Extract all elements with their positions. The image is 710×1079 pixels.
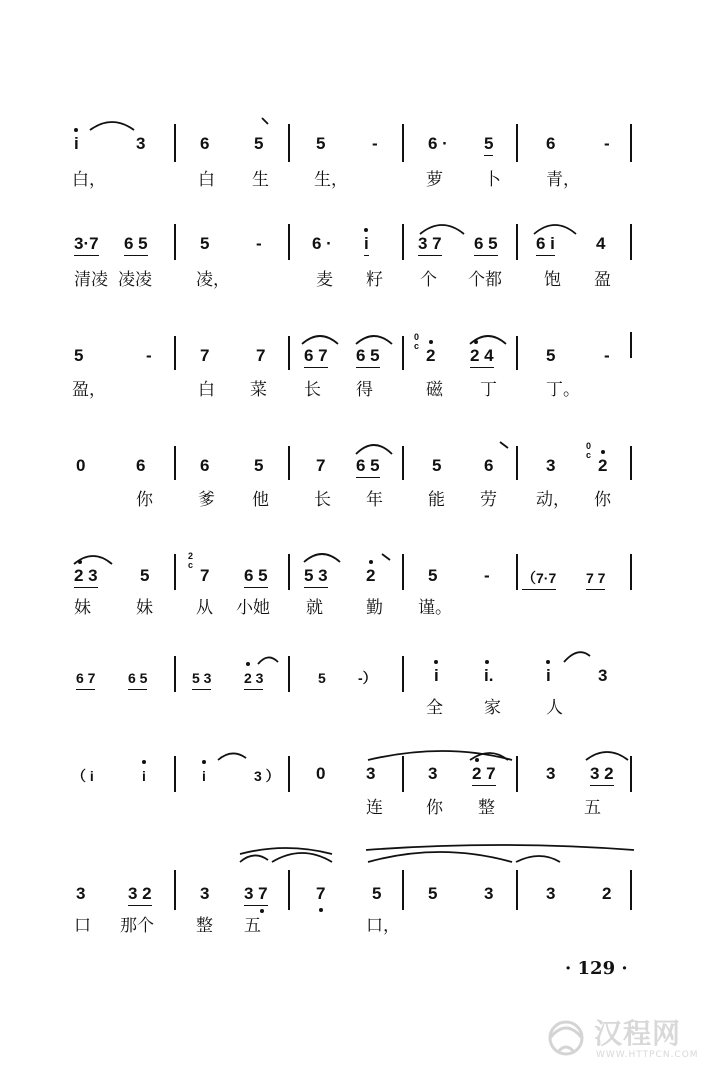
lyric: 个都 <box>468 270 502 290</box>
lyric: 凌， <box>196 270 230 290</box>
note: 3 <box>546 884 556 903</box>
barline <box>174 870 176 910</box>
note: 3 <box>200 884 210 903</box>
slur <box>368 751 512 760</box>
note: 2 3 <box>74 566 98 588</box>
note: i <box>546 666 551 686</box>
barline <box>516 554 518 590</box>
note: 6 5 <box>356 346 380 368</box>
note: 6 <box>200 456 210 475</box>
note: - <box>604 134 610 153</box>
note: i <box>364 234 369 256</box>
lyric: 整 <box>196 916 213 936</box>
lyric: 从 <box>196 598 213 618</box>
lyric: 勤 <box>366 598 383 618</box>
note: 3 <box>598 666 608 685</box>
barline <box>516 870 518 910</box>
barline <box>516 124 518 162</box>
lyric: 妹 <box>74 598 91 618</box>
lyric: 菜 <box>250 380 267 400</box>
note: 3 <box>366 764 376 783</box>
note: 5 <box>74 346 84 365</box>
note: 2 4 <box>470 346 494 368</box>
note: 5 <box>546 346 556 365</box>
note: 5 <box>316 134 326 153</box>
note: 5 <box>318 670 326 686</box>
watermark-logo-icon <box>540 1012 592 1064</box>
note: 0 <box>316 764 326 783</box>
slur <box>240 848 332 854</box>
barline <box>288 124 290 162</box>
lyric: 妹 <box>136 598 153 618</box>
slur <box>382 554 390 560</box>
note: i <box>202 766 206 786</box>
lyric: 整 <box>478 798 495 818</box>
note: 0 <box>76 456 86 475</box>
lyric: 五 <box>244 916 261 936</box>
lyric: 你 <box>426 798 443 818</box>
note: 5 3 <box>304 566 328 588</box>
note: 5 3 <box>192 668 211 690</box>
note: 3 7 <box>418 234 442 256</box>
note: 5 <box>254 134 264 153</box>
lyric: 劳 <box>480 490 497 510</box>
barline <box>630 756 632 792</box>
note: 5 <box>140 566 150 585</box>
barline <box>288 554 290 590</box>
lyric: 年 <box>366 490 383 510</box>
note: - <box>604 346 610 365</box>
barline <box>516 224 518 260</box>
barline <box>630 332 632 358</box>
barline <box>630 554 632 590</box>
note: 3 2 <box>128 884 152 906</box>
barline <box>174 656 176 692</box>
barline <box>174 756 176 792</box>
grace-note: 0 c <box>586 441 592 460</box>
note: i <box>142 766 146 786</box>
lyric: 磁 <box>426 380 443 400</box>
lyric: 人 <box>546 698 563 718</box>
barline <box>630 224 632 260</box>
lyric: 个 <box>420 270 437 290</box>
lyric: 长 <box>314 490 331 510</box>
note: （7·7 <box>522 568 556 590</box>
watermark-url: WWW.HTTPCN.COM <box>596 1050 699 1060</box>
note: 2 3 <box>244 668 263 690</box>
barline <box>288 656 290 692</box>
note: 4 <box>596 234 606 253</box>
slur <box>272 853 332 862</box>
lyric: 就 <box>306 598 323 618</box>
slur <box>516 856 560 862</box>
note: 6 5 <box>474 234 498 256</box>
note: 5 <box>428 884 438 903</box>
lyric: 连 <box>366 798 383 818</box>
barline <box>174 446 176 480</box>
note: 7 <box>256 346 266 365</box>
note: i. <box>484 666 493 686</box>
note: 3 2 <box>590 764 614 786</box>
barline <box>174 124 176 162</box>
note: 6 i <box>536 234 555 256</box>
slur <box>304 554 340 562</box>
lyric: 小她 <box>236 598 270 618</box>
barline <box>630 446 632 480</box>
lyric: 丁 <box>480 380 497 400</box>
note: 3 <box>484 884 494 903</box>
slur <box>368 852 512 862</box>
note: 6 · <box>312 234 332 253</box>
slur <box>262 118 268 124</box>
slur <box>240 855 268 862</box>
note: 3 <box>76 884 86 903</box>
lyric: 得 <box>356 380 373 400</box>
barline <box>288 756 290 792</box>
lyric: 盈， <box>72 380 106 400</box>
slur <box>90 122 134 130</box>
note: 6 7 <box>304 346 328 368</box>
lyric: 口， <box>366 916 400 936</box>
note: 5 <box>484 134 493 156</box>
slur <box>586 752 628 760</box>
slur <box>366 845 634 850</box>
barline <box>402 756 404 792</box>
note: 3 ） <box>254 768 280 784</box>
note: 3·7 <box>74 234 99 256</box>
lyric: 盈 <box>594 270 611 290</box>
lyric: 谨。 <box>418 598 452 618</box>
lyric: 生， <box>314 170 348 190</box>
lyric: 爹 <box>198 490 215 510</box>
barline <box>402 336 404 370</box>
barline <box>288 446 290 480</box>
note: 5 <box>432 456 442 475</box>
note: 2 <box>602 884 612 903</box>
lyric: 你 <box>594 490 611 510</box>
note: 5 <box>254 456 264 475</box>
lyric: 白 <box>198 170 215 190</box>
note: 6 5 <box>128 668 147 690</box>
note: 3 7 <box>244 884 268 906</box>
barline <box>288 336 290 370</box>
lyric: 麦 <box>316 270 333 290</box>
note: 2 <box>598 456 607 476</box>
note: - <box>484 566 490 585</box>
note: 7 <box>200 346 210 365</box>
note: 6 7 <box>76 668 95 690</box>
barline <box>288 870 290 910</box>
note: 6 <box>136 456 146 475</box>
slur <box>356 336 392 344</box>
note: 2 <box>366 566 375 586</box>
lyric: 家 <box>484 698 501 718</box>
note: 6 5 <box>356 456 380 478</box>
barline <box>402 446 404 480</box>
note: - <box>256 234 262 253</box>
lyric: 凌凌 <box>118 270 152 290</box>
lyric: 清凌 <box>74 270 108 290</box>
note: 7 7 <box>586 568 605 590</box>
note: 7 <box>200 566 210 585</box>
note: 3 <box>546 456 556 475</box>
note: 6 5 <box>244 566 268 588</box>
note: 3 <box>136 134 146 153</box>
barline <box>174 554 176 590</box>
note: 2 <box>426 346 435 366</box>
barline <box>630 124 632 162</box>
note: 3 <box>428 764 438 783</box>
note: - <box>372 134 378 153</box>
lyric: 青， <box>546 170 580 190</box>
note: 6 <box>546 134 556 153</box>
barline <box>402 124 404 162</box>
barline <box>288 224 290 260</box>
lyric: 卜 <box>484 170 501 190</box>
note: 3 <box>546 764 556 783</box>
slur <box>302 336 338 344</box>
barline <box>174 336 176 370</box>
lyric: 他 <box>252 490 269 510</box>
barline <box>402 870 404 910</box>
note: 5 <box>428 566 438 585</box>
grace-note: 0 c <box>414 332 420 351</box>
lyric: 全 <box>426 698 443 718</box>
lyric: 白， <box>72 170 106 190</box>
lyric: 动， <box>536 490 570 510</box>
barline <box>516 336 518 370</box>
barline <box>174 224 176 260</box>
lyric: 你 <box>136 490 153 510</box>
note: 7 <box>316 456 326 475</box>
lyric: 丁。 <box>546 380 580 400</box>
lyric: 能 <box>428 490 445 510</box>
lyric: 口 <box>74 916 91 936</box>
lyric: 长 <box>304 380 321 400</box>
lyric: 饱 <box>544 270 561 290</box>
slur <box>534 225 576 234</box>
note: 7 <box>316 884 325 904</box>
note: i <box>434 666 439 686</box>
barline <box>402 656 404 692</box>
note: 6 · <box>428 134 448 153</box>
note: 5 <box>200 234 210 253</box>
slur <box>258 657 278 664</box>
page-number: · 129 · <box>565 958 628 979</box>
lyric: 白 <box>198 380 215 400</box>
slur <box>564 652 590 662</box>
note: -） <box>358 670 377 686</box>
watermark <box>540 1012 700 1068</box>
lyric: 萝 <box>426 170 443 190</box>
grace-note: 2 c <box>188 551 194 570</box>
barline <box>402 224 404 260</box>
note: 6 <box>200 134 210 153</box>
barline <box>516 446 518 480</box>
barline <box>630 870 632 910</box>
barline <box>516 756 518 792</box>
lyric: 籽 <box>366 270 383 290</box>
lyric: 那个 <box>120 916 154 936</box>
note: 6 <box>484 456 494 475</box>
barline <box>402 554 404 590</box>
slur <box>420 225 464 234</box>
watermark-text: 汉程网 <box>594 1017 682 1050</box>
lyric: 生 <box>252 170 269 190</box>
note: 2 7 <box>472 764 496 786</box>
slur <box>356 445 392 454</box>
note: 6 5 <box>124 234 148 256</box>
lyric: 五 <box>584 798 601 818</box>
note: （ i <box>72 768 94 784</box>
note: - <box>146 346 152 365</box>
slur <box>218 753 246 760</box>
slur <box>500 442 508 448</box>
note: i <box>74 134 79 154</box>
note: 5 <box>372 884 382 903</box>
